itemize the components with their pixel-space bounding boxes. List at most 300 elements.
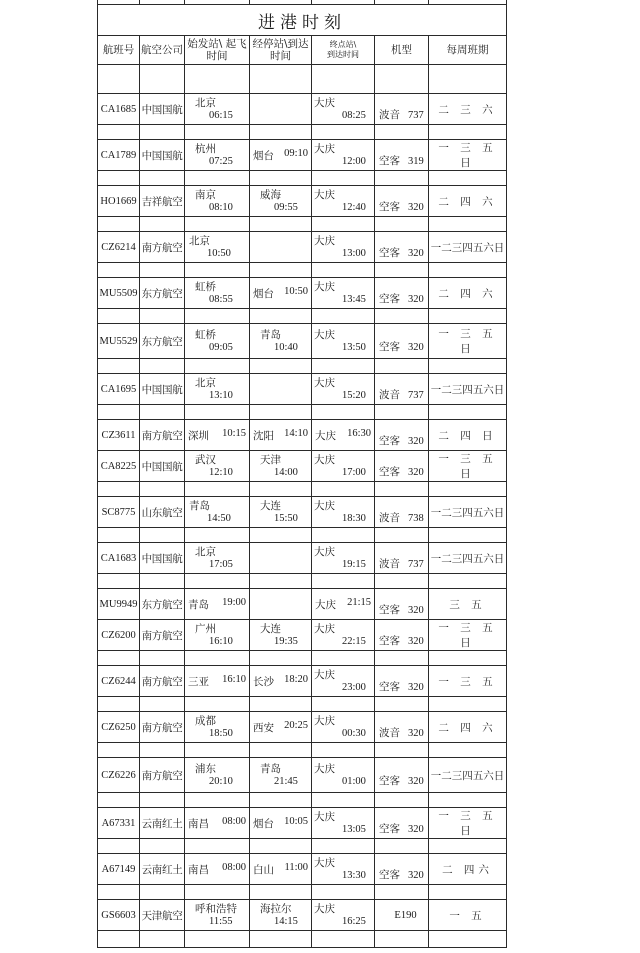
stopover-city: 烟台 (253, 817, 274, 830)
page-title: 进港时刻 (98, 5, 507, 36)
departure-time: 20:10 (209, 775, 233, 787)
stopover-arrival-time: 11:00 (284, 861, 308, 873)
flight-number: CA1685 (98, 94, 140, 125)
col-header-stopover (250, 36, 312, 65)
origin-cell (185, 451, 250, 482)
stopover-cell (250, 94, 312, 125)
flight-number: CZ6226 (98, 758, 140, 793)
spacer-row (98, 125, 507, 140)
stopover-cell (250, 324, 312, 359)
origin-city: 北京 (195, 96, 216, 109)
weekly-days: 二 四 六 (429, 186, 507, 217)
arrival-time: 17:00 (342, 466, 366, 478)
arrival-time: 16:30 (347, 427, 371, 439)
spacer-row (98, 171, 507, 186)
departure-time: 13:10 (209, 389, 233, 401)
airline-name: 中国国航 (140, 543, 185, 574)
col-header-origin-line2: 时间 (206, 50, 228, 62)
departure-time: 08:00 (222, 861, 246, 873)
header-row (98, 36, 507, 65)
origin-city: 广州 (195, 622, 216, 635)
destination-cell (312, 94, 375, 125)
departure-time: 16:10 (222, 673, 246, 685)
departure-time: 07:25 (209, 155, 233, 167)
weekly-days: 一二三四五六日 (429, 758, 507, 793)
destination-city: 大庆 (314, 902, 335, 915)
weekly-days: 一二三四五六日 (429, 497, 507, 528)
origin-cell (185, 589, 250, 620)
aircraft-model: 320 (408, 293, 424, 305)
origin-cell (185, 712, 250, 743)
destination-cell (312, 758, 375, 793)
table-row (98, 420, 507, 451)
destination-city: 大庆 (315, 429, 336, 442)
origin-cell (185, 666, 250, 697)
stopover-arrival-time: 19:35 (274, 635, 298, 647)
title-row (98, 5, 507, 36)
weekly-days: 二 四 六 (429, 712, 507, 743)
origin-city: 成都 (195, 714, 216, 727)
arrival-time: 15:20 (342, 389, 366, 401)
aircraft-make: 空客 (379, 680, 400, 693)
stopover-arrival-time: 14:15 (274, 915, 298, 927)
airline-name: 山东航空 (140, 497, 185, 528)
airline-name: 吉祥航空 (140, 186, 185, 217)
destination-cell (312, 420, 375, 451)
origin-cell (185, 758, 250, 793)
destination-cell (312, 186, 375, 217)
origin-city: 北京 (195, 545, 216, 558)
arrival-time: 23:00 (342, 681, 366, 693)
origin-city: 深圳 (188, 429, 209, 442)
destination-cell (312, 808, 375, 839)
table-row (98, 666, 507, 697)
origin-city: 呼和浩特 (195, 902, 237, 915)
stopover-arrival-time: 18:20 (284, 673, 308, 685)
stopover-city: 沈阳 (253, 429, 274, 442)
aircraft-model: 320 (408, 604, 424, 616)
spacer-row (98, 65, 507, 94)
table-row (98, 543, 507, 574)
col-header-destination-line1: 终点站\ (329, 40, 357, 49)
stopover-city: 西安 (253, 721, 274, 734)
spacer-row (98, 839, 507, 854)
aircraft-make: 空客 (379, 603, 400, 616)
departure-time: 11:55 (209, 915, 233, 927)
departure-time: 17:05 (209, 558, 233, 570)
aircraft-model: 320 (408, 247, 424, 259)
arrival-time: 13:30 (342, 869, 366, 881)
origin-cell (185, 94, 250, 125)
aircraft-model: 737 (408, 389, 424, 401)
arrival-schedule-table (97, 0, 507, 948)
aircraft-make: 空客 (379, 774, 400, 787)
aircraft-model: 737 (408, 558, 424, 570)
destination-city: 大庆 (314, 668, 335, 681)
aircraft-cell (375, 620, 429, 651)
flight-number: MU5529 (98, 324, 140, 359)
table-row (98, 278, 507, 309)
destination-cell (312, 712, 375, 743)
aircraft-cell (375, 278, 429, 309)
origin-city: 青岛 (188, 598, 209, 611)
departure-time: 09:05 (209, 341, 233, 353)
aircraft-make: 空客 (379, 340, 400, 353)
origin-cell (185, 620, 250, 651)
origin-city: 虹桥 (195, 280, 216, 293)
table-row (98, 94, 507, 125)
stopover-cell (250, 900, 312, 931)
aircraft-cell (375, 186, 429, 217)
stopover-cell (250, 620, 312, 651)
departure-time: 10:50 (207, 247, 231, 259)
aircraft-model: E190 (394, 910, 417, 921)
flight-number: SC8775 (98, 497, 140, 528)
stopover-cell (250, 420, 312, 451)
table-row (98, 497, 507, 528)
table-row (98, 324, 507, 359)
flight-number: HO1669 (98, 186, 140, 217)
aircraft-cell (375, 543, 429, 574)
aircraft-cell (375, 94, 429, 125)
destination-city: 大庆 (314, 499, 335, 512)
table-row (98, 186, 507, 217)
destination-city: 大庆 (314, 714, 335, 727)
aircraft-cell (375, 140, 429, 171)
stopover-city: 青岛 (260, 328, 281, 341)
weekly-days: 一 三 五 日 (429, 324, 507, 359)
stopover-cell (250, 278, 312, 309)
destination-cell (312, 451, 375, 482)
arrival-time: 08:25 (342, 109, 366, 121)
spacer-row (98, 359, 507, 374)
destination-city: 大庆 (314, 856, 335, 869)
origin-cell (185, 497, 250, 528)
weekly-days: 二 四 六 (429, 278, 507, 309)
destination-cell (312, 497, 375, 528)
destination-city: 大庆 (314, 328, 335, 341)
weekly-days: 二 四 日 (429, 420, 507, 451)
spacer-row (98, 743, 507, 758)
destination-city: 大庆 (314, 453, 335, 466)
stopover-city: 长沙 (253, 675, 274, 688)
destination-city: 大庆 (314, 234, 335, 247)
aircraft-cell (375, 666, 429, 697)
stopover-city: 天津 (260, 453, 281, 466)
stopover-city: 大连 (260, 622, 281, 635)
origin-cell (185, 140, 250, 171)
table-row (98, 451, 507, 482)
destination-city: 大庆 (314, 376, 335, 389)
origin-city: 虹桥 (195, 328, 216, 341)
col-header-stopover-line2: 时间 (270, 50, 291, 62)
flight-number: CA1695 (98, 374, 140, 405)
aircraft-model: 320 (408, 681, 424, 693)
stopover-cell (250, 589, 312, 620)
arrival-time: 13:05 (342, 823, 366, 835)
stopover-arrival-time: 14:00 (274, 466, 298, 478)
stopover-arrival-time: 09:55 (274, 201, 298, 213)
flight-number: A67331 (98, 808, 140, 839)
airline-name: 南方航空 (140, 620, 185, 651)
stopover-city: 烟台 (253, 149, 274, 162)
origin-city: 武汉 (195, 453, 216, 466)
aircraft-model: 319 (408, 155, 424, 167)
airline-name: 天津航空 (140, 900, 185, 931)
destination-cell (312, 232, 375, 263)
airline-name: 云南红土 (140, 854, 185, 885)
col-header-weekly-schedule: 每周班期 (429, 36, 507, 65)
spacer-row (98, 217, 507, 232)
table-row (98, 232, 507, 263)
airline-name: 南方航空 (140, 666, 185, 697)
aircraft-make: 波音 (379, 557, 400, 570)
flight-number: MU9949 (98, 589, 140, 620)
flight-number: A67149 (98, 854, 140, 885)
destination-city: 大庆 (314, 188, 335, 201)
aircraft-make: 波音 (379, 108, 400, 121)
aircraft-cell (375, 451, 429, 482)
departure-time: 16:10 (209, 635, 233, 647)
destination-cell (312, 278, 375, 309)
destination-cell (312, 589, 375, 620)
stopover-cell (250, 186, 312, 217)
destination-city: 大庆 (314, 622, 335, 635)
arrival-schedule-sheet (97, 0, 506, 948)
stopover-city: 白山 (253, 863, 274, 876)
destination-cell (312, 900, 375, 931)
table-row (98, 620, 507, 651)
spacer-row (98, 482, 507, 497)
origin-cell (185, 374, 250, 405)
origin-city: 浦东 (195, 762, 216, 775)
aircraft-cell (375, 712, 429, 743)
arrival-time: 19:15 (342, 558, 366, 570)
aircraft-cell (375, 232, 429, 263)
aircraft-make: 空客 (379, 154, 400, 167)
stopover-cell (250, 451, 312, 482)
stopover-cell (250, 140, 312, 171)
stopover-arrival-time: 10:05 (284, 815, 308, 827)
origin-city: 三亚 (188, 675, 209, 688)
aircraft-make: 空客 (379, 434, 400, 447)
destination-cell (312, 854, 375, 885)
aircraft-model: 320 (408, 435, 424, 447)
origin-cell (185, 232, 250, 263)
weekly-days: 一 三 五 日 (429, 140, 507, 171)
destination-cell (312, 666, 375, 697)
airline-name: 南方航空 (140, 758, 185, 793)
col-header-destination-line2: 到达时间 (327, 50, 359, 59)
departure-time: 08:00 (222, 815, 246, 827)
destination-city: 大庆 (314, 280, 335, 293)
spacer-row (98, 885, 507, 900)
aircraft-model: 738 (408, 512, 424, 524)
aircraft-make: 波音 (379, 511, 400, 524)
stopover-city: 烟台 (253, 287, 274, 300)
airline-name: 东方航空 (140, 324, 185, 359)
stopover-cell (250, 758, 312, 793)
origin-city: 南昌 (188, 817, 209, 830)
weekly-days: 一二三四五六日 (429, 374, 507, 405)
airline-name: 中国国航 (140, 94, 185, 125)
departure-time: 14:50 (207, 512, 231, 524)
airline-name: 东方航空 (140, 278, 185, 309)
flight-number: GS6603 (98, 900, 140, 931)
destination-city: 大庆 (314, 810, 335, 823)
col-header-destination (312, 36, 375, 65)
aircraft-model: 320 (408, 727, 424, 739)
stopover-arrival-time: 21:45 (274, 775, 298, 787)
table-row (98, 589, 507, 620)
stopover-cell (250, 712, 312, 743)
stopover-city: 威海 (260, 188, 281, 201)
stopover-cell (250, 232, 312, 263)
aircraft-cell (375, 854, 429, 885)
flight-number: CA8225 (98, 451, 140, 482)
aircraft-make: 空客 (379, 246, 400, 259)
spacer-row (98, 405, 507, 420)
spacer-row (98, 309, 507, 324)
stopover-cell (250, 374, 312, 405)
spacer-row (98, 574, 507, 589)
origin-cell (185, 278, 250, 309)
arrival-time: 12:00 (342, 155, 366, 167)
arrival-time: 13:00 (342, 247, 366, 259)
arrival-time: 21:15 (347, 596, 371, 608)
departure-time: 08:55 (209, 293, 233, 305)
origin-city: 北京 (195, 376, 216, 389)
aircraft-model: 737 (408, 109, 424, 121)
table-row (98, 808, 507, 839)
stopover-cell (250, 854, 312, 885)
origin-city: 北京 (189, 234, 210, 247)
airline-name: 东方航空 (140, 589, 185, 620)
aircraft-model: 320 (408, 201, 424, 213)
weekly-days: 一二三四五六日 (429, 232, 507, 263)
flight-number: CZ3611 (98, 420, 140, 451)
stopover-cell (250, 543, 312, 574)
stopover-arrival-time: 20:25 (284, 719, 308, 731)
aircraft-model: 320 (408, 341, 424, 353)
col-header-origin (185, 36, 250, 65)
departure-time: 10:15 (222, 427, 246, 439)
aircraft-model: 320 (408, 635, 424, 647)
departure-time: 12:10 (209, 466, 233, 478)
origin-cell (185, 900, 250, 931)
origin-cell (185, 543, 250, 574)
arrival-time: 13:45 (342, 293, 366, 305)
stopover-arrival-time: 14:10 (284, 427, 308, 439)
aircraft-make: 空客 (379, 292, 400, 305)
aircraft-model: 320 (408, 466, 424, 478)
departure-time: 19:00 (222, 596, 246, 608)
weekly-days: 一 三 五 日 (429, 451, 507, 482)
col-header-flight-no: 航班号 (98, 36, 140, 65)
destination-cell (312, 543, 375, 574)
flight-number: CA1683 (98, 543, 140, 574)
arrival-time: 00:30 (342, 727, 366, 739)
aircraft-make: 空客 (379, 634, 400, 647)
col-header-aircraft: 机型 (375, 36, 429, 65)
aircraft-cell (375, 420, 429, 451)
col-header-origin-line1: 始发站\ 起飞 (187, 38, 247, 50)
destination-city: 大庆 (314, 545, 335, 558)
destination-city: 大庆 (315, 598, 336, 611)
destination-cell (312, 620, 375, 651)
aircraft-model: 320 (408, 823, 424, 835)
arrival-time: 13:50 (342, 341, 366, 353)
aircraft-make: 波音 (379, 726, 400, 739)
departure-time: 18:50 (209, 727, 233, 739)
origin-cell (185, 324, 250, 359)
stopover-city: 大连 (260, 499, 281, 512)
aircraft-cell (375, 808, 429, 839)
aircraft-cell (375, 589, 429, 620)
airline-name: 南方航空 (140, 420, 185, 451)
aircraft-make: 波音 (379, 388, 400, 401)
spacer-row (98, 931, 507, 948)
stopover-city: 青岛 (260, 762, 281, 775)
weekly-days: 二 四六 (429, 854, 507, 885)
stopover-cell (250, 497, 312, 528)
arrival-time: 16:25 (342, 915, 366, 927)
aircraft-make: 空客 (379, 868, 400, 881)
spacer-row (98, 697, 507, 712)
aircraft-model: 320 (408, 869, 424, 881)
origin-city: 杭州 (195, 142, 216, 155)
airline-name: 中国国航 (140, 374, 185, 405)
origin-cell (185, 420, 250, 451)
weekly-days: 一 三 五 日 (429, 808, 507, 839)
flight-number: CZ6214 (98, 232, 140, 263)
flight-number: CZ6250 (98, 712, 140, 743)
aircraft-cell (375, 374, 429, 405)
table-row (98, 712, 507, 743)
stopover-arrival-time: 10:40 (274, 341, 298, 353)
origin-cell (185, 186, 250, 217)
col-header-stopover-line1: 经停站\到达 (252, 38, 309, 50)
aircraft-cell (375, 758, 429, 793)
origin-city: 南京 (195, 188, 216, 201)
spacer-row (98, 263, 507, 278)
destination-cell (312, 374, 375, 405)
stopover-city: 海拉尔 (260, 902, 292, 915)
origin-city: 南昌 (188, 863, 209, 876)
stopover-cell (250, 666, 312, 697)
destination-cell (312, 140, 375, 171)
stopover-cell (250, 808, 312, 839)
departure-time: 06:15 (209, 109, 233, 121)
aircraft-make: 空客 (379, 200, 400, 213)
arrival-time: 22:15 (342, 635, 366, 647)
weekly-days: 三 五 (429, 589, 507, 620)
flight-number: MU5509 (98, 278, 140, 309)
departure-time: 08:10 (209, 201, 233, 213)
weekly-days: 二 三 六 (429, 94, 507, 125)
aircraft-make: 空客 (379, 465, 400, 478)
airline-name: 中国国航 (140, 451, 185, 482)
spacer-row (98, 793, 507, 808)
table-row (98, 900, 507, 931)
table-row (98, 374, 507, 405)
table-row (98, 140, 507, 171)
aircraft-model: 320 (408, 775, 424, 787)
weekly-days: 一二三四五六日 (429, 543, 507, 574)
aircraft-cell (375, 324, 429, 359)
airline-name: 南方航空 (140, 712, 185, 743)
arrival-time: 01:00 (342, 775, 366, 787)
